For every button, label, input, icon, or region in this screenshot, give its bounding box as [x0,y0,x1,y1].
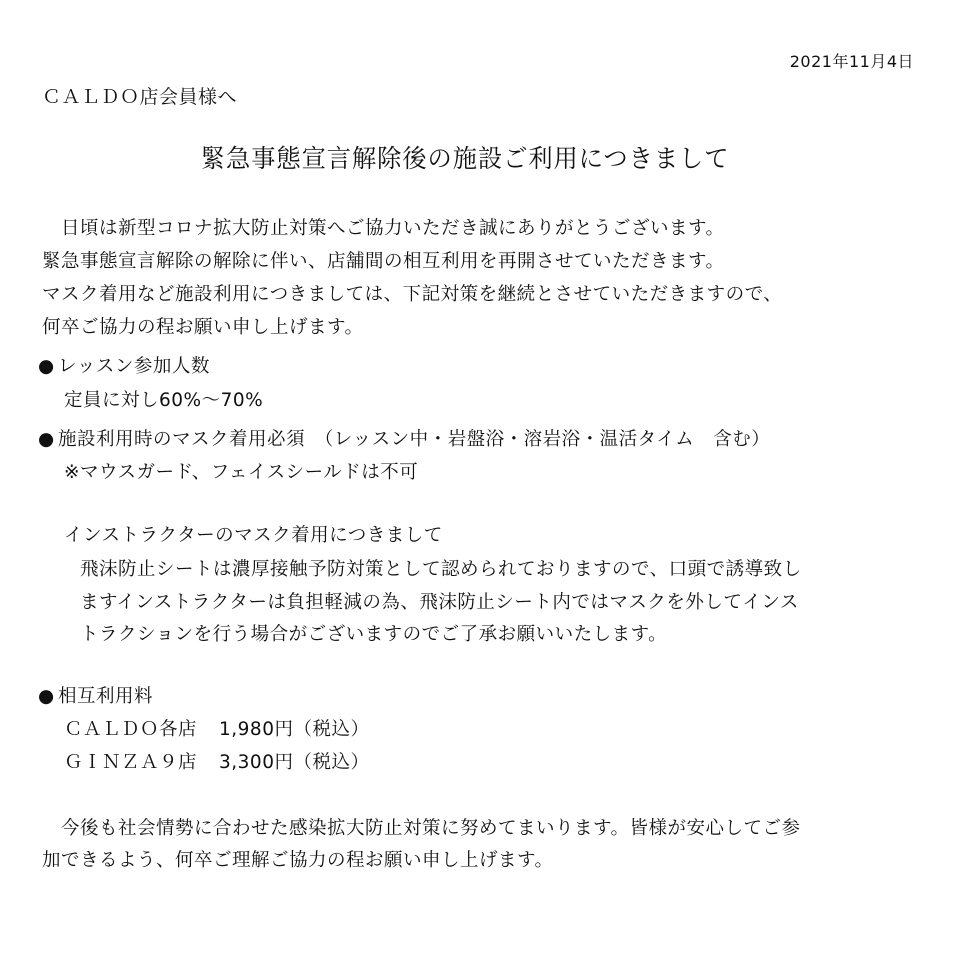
lesson-capacity: 定員に対し60%～70% [64,390,264,411]
notice-date: 2021年11月4日 [789,52,914,71]
intro-line: 何卒ご協力の程お願い申し上げます。 [42,317,364,338]
section-heading-text: レッスン参加人数 [58,356,210,377]
closing-line: 今後も社会情勢に合わせた感染拡大防止対策に努めてまいります。皆様が安心してご参 [42,818,801,839]
fee-price: 1,980円（税込） [219,719,370,740]
fee-row [64,754,369,773]
bullet-icon: ● [38,429,55,450]
bullet-icon: ● [38,686,55,707]
notice-title: 緊急事態宣言解除後の施設ご利用につきまして [200,144,730,173]
intro-line: 日頃は新型コロナ拡大防止対策へご協力いただき誠にありがとうございます。 [42,218,725,239]
mask-note: ※マウスガード、フェイスシールドは不可 [64,462,419,483]
fee-store: ＣＡＬＤＯ各店 [64,719,198,740]
section-heading-text: 施設利用時のマスク着用必須 （レッスン中・岩盤浴・溶岩浴・温活タイム 含む） [58,429,771,450]
instructor-line: 飛沫防止シートは濃厚接触予防対策として認められておりますので、口頭で誘導致し [80,559,802,580]
addressee: ＣＡＬＤＯ店会員様へ [42,86,238,108]
instructor-line: トラクションを行う場合がございますのでご了承お願いいたします。 [80,624,668,645]
fee-store: ＧＩＮＺＡ９店 [64,752,198,773]
section-fee-heading [38,688,153,707]
bullet-icon: ● [38,356,55,377]
intro-line: 緊急事態宣言解除の解除に伴い、店舗間の相互利用を再開させていただきます。 [42,251,725,272]
section-mask-heading [38,431,770,450]
section-heading-text: 相互利用料 [58,686,154,707]
instructor-line: ますインストラクターは負担軽減の為、飛沫防止シート内ではマスクを外してインス [80,592,799,613]
closing-line: 加できるよう、何卒ご理解ご協力の程お願い申し上げます。 [42,850,554,871]
instructor-heading: インストラクターのマスク着用につきまして [64,525,443,546]
intro-line: マスク着用など施設利用につきましては、下記対策を継続とさせていただきますので、 [42,284,783,305]
section-lesson-heading [38,358,210,377]
fee-price: 3,300円（税込） [219,752,370,773]
fee-row [64,721,369,740]
